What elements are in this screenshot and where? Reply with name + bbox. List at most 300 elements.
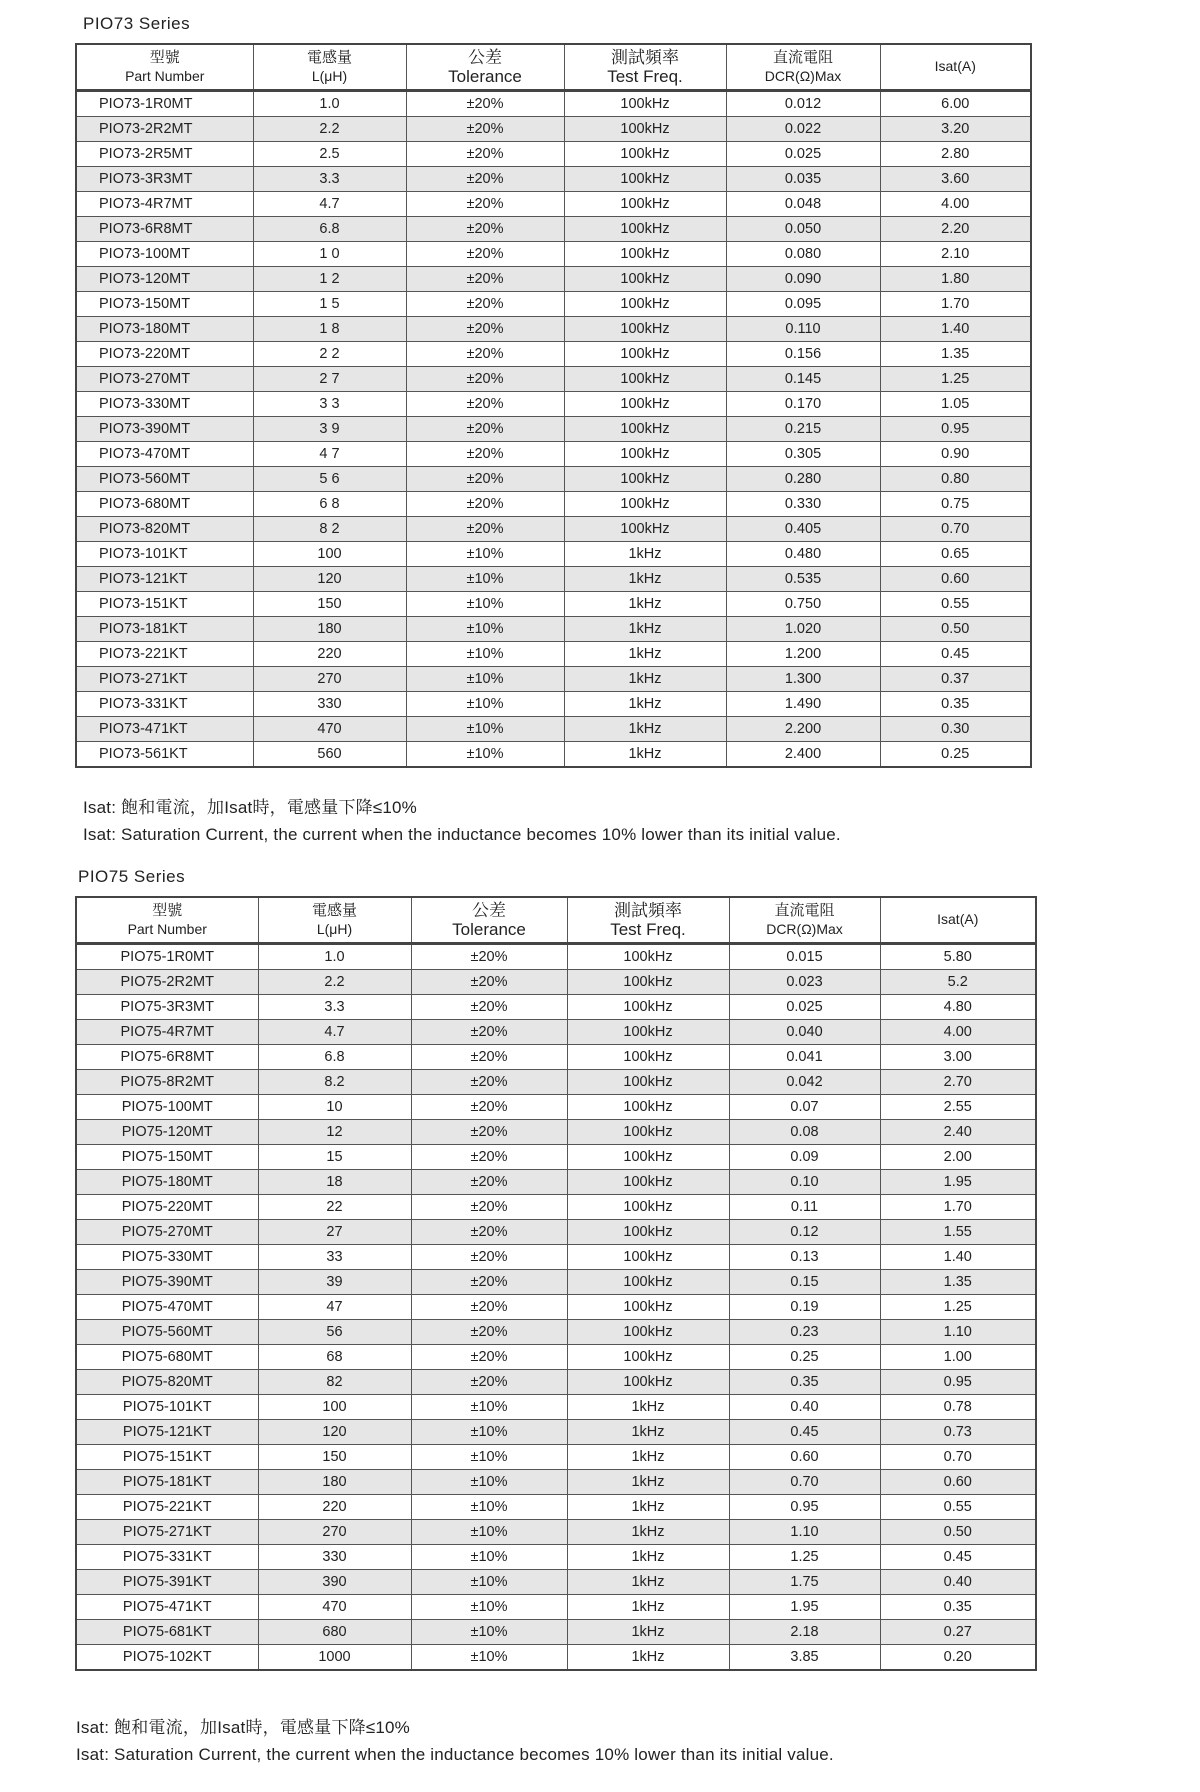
isat-cell: 2.10 [880,241,1031,266]
part-number-cell: PIO73-561KT [76,741,253,767]
table-row [76,1319,1036,1344]
part-number-cell: PIO75-6R8MT [76,1044,258,1069]
isat-cell: 1.05 [880,391,1031,416]
tolerance-cell: ±20% [411,943,567,969]
part-number-cell: PIO75-102KT [76,1644,258,1670]
part-number-cell: PIO75-121KT [76,1419,258,1444]
isat-header: Isat(A) [880,44,1031,90]
inductance-cell: 2.5 [253,141,406,166]
tolerance-cell: ±20% [411,1269,567,1294]
dcr-cell: 0.280 [726,466,880,491]
table-row [76,1344,1036,1369]
dcr-cell: 0.10 [729,1169,880,1194]
part-number-cell: PIO73-1R0MT [76,90,253,116]
test-freq-cell: 100kHz [567,1044,729,1069]
tolerance-cell: ±10% [411,1419,567,1444]
table-row [76,1069,1036,1094]
inductance-cell: 100 [258,1394,411,1419]
tolerance-cell: ±20% [411,1219,567,1244]
inductance-cell: 2 7 [253,366,406,391]
table-row [76,591,1031,616]
dcr-cell: 0.023 [729,969,880,994]
dcr-cell: 0.70 [729,1469,880,1494]
tolerance-cell: ±20% [406,241,564,266]
isat-cell: 5.2 [880,969,1036,994]
table-row [76,1269,1036,1294]
tolerance-cell: ±20% [406,466,564,491]
part-number-cell: PIO75-1R0MT [76,943,258,969]
pio75-spec-table [75,896,1037,1671]
inductance-cell: 10 [258,1094,411,1119]
tolerance-cell: ±20% [406,191,564,216]
inductance-cell: 1 5 [253,291,406,316]
table-row [76,141,1031,166]
test-freq-cell: 100kHz [567,1069,729,1094]
table-row [76,341,1031,366]
inductance-cell: 1000 [258,1644,411,1670]
inductance-cell: 12 [258,1119,411,1144]
table-row [76,994,1036,1019]
table-row [76,1244,1036,1269]
dcr-cell: 0.95 [729,1494,880,1519]
tolerance-cell: ±20% [406,366,564,391]
part-number-cell: PIO73-100MT [76,241,253,266]
isat-cell: 1.70 [880,1194,1036,1219]
isat-cell: 0.45 [880,641,1031,666]
dcr-cell: 0.012 [726,90,880,116]
table-row [76,1594,1036,1619]
test-freq-cell: 100kHz [564,366,726,391]
dcr-cell: 1.200 [726,641,880,666]
part-number-cell: PIO73-181KT [76,616,253,641]
tolerance-cell: ±20% [406,90,564,116]
test-freq-cell: 1kHz [567,1644,729,1670]
tolerance-cell: ±20% [411,1294,567,1319]
pio73-spec-table [75,43,1032,768]
test-freq-cell: 1kHz [564,641,726,666]
part-number-cell: PIO75-4R7MT [76,1019,258,1044]
tolerance-cell: ±10% [411,1494,567,1519]
tolerance-cell: ±20% [411,1194,567,1219]
tolerance-cell: ±20% [406,416,564,441]
isat-cell: 0.45 [880,1544,1036,1569]
dcr-cell: 0.40 [729,1394,880,1419]
isat-cell: 0.55 [880,591,1031,616]
pio75-isat-note-cn: Isat: 飽和電流，加Isat時，電感量下降≤10% [76,1718,411,1737]
tolerance-header: 公差 Tolerance [411,897,567,943]
test-freq-header: 測試頻率 Test Freq. [564,44,726,90]
inductance-cell: 330 [253,691,406,716]
tolerance-cell: ±20% [411,1069,567,1094]
dcr-cell: 0.050 [726,216,880,241]
dcr-cell: 0.035 [726,166,880,191]
tolerance-cell: ±20% [411,1019,567,1044]
inductance-cell: 470 [253,716,406,741]
table-row [76,1294,1036,1319]
part-number-cell: PIO75-331KT [76,1544,258,1569]
inductance-cell: 18 [258,1169,411,1194]
isat-cell: 0.80 [880,466,1031,491]
tolerance-cell: ±20% [406,491,564,516]
dcr-cell: 0.60 [729,1444,880,1469]
dcr-cell: 0.330 [726,491,880,516]
table-row [76,943,1036,969]
isat-cell: 0.27 [880,1619,1036,1644]
test-freq-cell: 100kHz [567,1119,729,1144]
part-number-cell: PIO73-470MT [76,441,253,466]
inductance-cell: 33 [258,1244,411,1269]
isat-cell: 4.00 [880,191,1031,216]
isat-cell: 1.35 [880,1269,1036,1294]
tolerance-cell: ±20% [411,1144,567,1169]
inductance-cell: 47 [258,1294,411,1319]
table-row [76,1144,1036,1169]
inductance-cell: 680 [258,1619,411,1644]
inductance-cell: 120 [258,1419,411,1444]
tolerance-cell: ±20% [406,516,564,541]
isat-cell: 1.40 [880,316,1031,341]
inductance-cell: 6 8 [253,491,406,516]
isat-cell: 1.40 [880,1244,1036,1269]
table-row [76,1569,1036,1594]
isat-cell: 2.40 [880,1119,1036,1144]
isat-cell: 1.25 [880,1294,1036,1319]
dcr-cell: 2.18 [729,1619,880,1644]
test-freq-cell: 1kHz [567,1394,729,1419]
part-number-cell: PIO75-681KT [76,1619,258,1644]
part-number-cell: PIO73-150MT [76,291,253,316]
pio73-isat-note-en: Isat: Saturation Current, the current when the inductance becomes 10% lower than its initial value. [83,825,841,844]
dcr-cell: 0.040 [729,1019,880,1044]
isat-cell: 1.80 [880,266,1031,291]
table-row [76,969,1036,994]
dcr-cell: 0.12 [729,1219,880,1244]
tolerance-cell: ±20% [411,1044,567,1069]
dcr-cell: 0.15 [729,1269,880,1294]
isat-cell: 3.20 [880,116,1031,141]
tolerance-cell: ±10% [411,1394,567,1419]
tolerance-cell: ±10% [406,716,564,741]
tolerance-cell: ±10% [411,1469,567,1494]
test-freq-cell: 100kHz [567,1369,729,1394]
pio75-series-title: PIO75 Series [78,867,186,886]
isat-cell: 2.20 [880,216,1031,241]
test-freq-cell: 100kHz [567,1294,729,1319]
table-row [76,1394,1036,1419]
isat-cell: 0.60 [880,566,1031,591]
table-row [76,466,1031,491]
dcr-cell: 0.405 [726,516,880,541]
dcr-cell: 0.07 [729,1094,880,1119]
inductance-cell: 180 [253,616,406,641]
inductance-cell: 220 [258,1494,411,1519]
inductance-cell: 1.0 [258,943,411,969]
tolerance-cell: ±20% [406,291,564,316]
table-row [76,691,1031,716]
test-freq-cell: 100kHz [567,1219,729,1244]
dcr-cell: 0.13 [729,1244,880,1269]
table-row [76,491,1031,516]
dcr-cell: 1.300 [726,666,880,691]
test-freq-cell: 100kHz [564,441,726,466]
part-number-cell: PIO73-4R7MT [76,191,253,216]
inductance-cell: 6.8 [253,216,406,241]
isat-cell: 0.95 [880,416,1031,441]
isat-cell: 1.10 [880,1319,1036,1344]
table-row [76,1419,1036,1444]
test-freq-cell: 1kHz [564,616,726,641]
dcr-cell: 0.215 [726,416,880,441]
isat-cell: 1.95 [880,1169,1036,1194]
tolerance-cell: ±10% [406,616,564,641]
table-row [76,116,1031,141]
tolerance-cell: ±20% [406,391,564,416]
dcr-cell: 0.19 [729,1294,880,1319]
inductance-cell: 220 [253,641,406,666]
test-freq-cell: 100kHz [564,141,726,166]
dcr-cell: 0.25 [729,1344,880,1369]
isat-cell: 0.37 [880,666,1031,691]
test-freq-cell: 1kHz [564,591,726,616]
dcr-cell: 0.535 [726,566,880,591]
test-freq-cell: 100kHz [567,1244,729,1269]
part-number-cell: PIO73-271KT [76,666,253,691]
isat-cell: 0.30 [880,716,1031,741]
part-number-cell: PIO75-471KT [76,1594,258,1619]
tolerance-cell: ±20% [411,1319,567,1344]
part-number-cell: PIO73-270MT [76,366,253,391]
tolerance-cell: ±20% [406,266,564,291]
inductance-cell: 100 [253,541,406,566]
part-number-cell: PIO73-560MT [76,466,253,491]
inductance-cell: 39 [258,1269,411,1294]
dcr-cell: 0.095 [726,291,880,316]
isat-cell: 4.80 [880,994,1036,1019]
inductance-cell: 120 [253,566,406,591]
part-number-cell: PIO75-271KT [76,1519,258,1544]
test-freq-header: 測試頻率 Test Freq. [567,897,729,943]
inductance-cell: 470 [258,1594,411,1619]
part-number-cell: PIO75-8R2MT [76,1069,258,1094]
part-number-cell: PIO73-331KT [76,691,253,716]
test-freq-cell: 100kHz [567,1319,729,1344]
tolerance-cell: ±20% [406,316,564,341]
test-freq-cell: 100kHz [567,943,729,969]
inductance-cell: 22 [258,1194,411,1219]
test-freq-cell: 100kHz [567,1194,729,1219]
dcr-cell: 0.145 [726,366,880,391]
table-row [76,1619,1036,1644]
tolerance-cell: ±10% [406,741,564,767]
isat-cell: 0.73 [880,1419,1036,1444]
isat-cell: 0.60 [880,1469,1036,1494]
dcr-cell: 0.35 [729,1369,880,1394]
table-row [76,1119,1036,1144]
pio75-isat-note-en: Isat: Saturation Current, the current when the inductance becomes 10% lower than its initial value. [76,1745,834,1764]
tolerance-cell: ±10% [411,1544,567,1569]
tolerance-cell: ±10% [411,1619,567,1644]
table-row [76,1519,1036,1544]
table-row [76,616,1031,641]
dcr-cell: 0.048 [726,191,880,216]
isat-cell: 0.50 [880,1519,1036,1544]
inductance-cell: 180 [258,1469,411,1494]
dcr-cell: 2.200 [726,716,880,741]
test-freq-cell: 100kHz [567,1019,729,1044]
tolerance-cell: ±20% [406,141,564,166]
part-number-cell: PIO73-2R2MT [76,116,253,141]
table-row [76,741,1031,767]
part-number-cell: PIO73-220MT [76,341,253,366]
test-freq-cell: 1kHz [567,1544,729,1569]
inductance-cell: 4 7 [253,441,406,466]
tolerance-cell: ±20% [406,216,564,241]
inductance-cell: 1 2 [253,266,406,291]
inductance-header: 電感量 L(μH) [258,897,411,943]
inductance-cell: 3 3 [253,391,406,416]
table-row [76,1019,1036,1044]
table-header-row [76,44,1031,90]
table-row [76,1194,1036,1219]
tolerance-cell: ±10% [411,1569,567,1594]
isat-cell: 1.25 [880,366,1031,391]
tolerance-header: 公差 Tolerance [406,44,564,90]
test-freq-cell: 1kHz [567,1519,729,1544]
inductance-cell: 8 2 [253,516,406,541]
tolerance-cell: ±20% [406,116,564,141]
dcr-cell: 0.015 [729,943,880,969]
inductance-cell: 3 9 [253,416,406,441]
dcr-cell: 0.750 [726,591,880,616]
isat-cell: 0.78 [880,1394,1036,1419]
inductance-cell: 150 [258,1444,411,1469]
table-header-row [76,897,1036,943]
isat-header: Isat(A) [880,897,1036,943]
part-number-cell: PIO75-150MT [76,1144,258,1169]
part-number-cell: PIO73-101KT [76,541,253,566]
inductance-cell: 3.3 [253,166,406,191]
dcr-header: 直流電阻 DCR(Ω)Max [726,44,880,90]
table-row [76,1219,1036,1244]
inductance-cell: 560 [253,741,406,767]
pio73-series-title: PIO73 Series [83,14,191,33]
dcr-cell: 1.490 [726,691,880,716]
table-row [76,1044,1036,1069]
inductance-header: 電感量 L(μH) [253,44,406,90]
part-number-cell: PIO75-820MT [76,1369,258,1394]
test-freq-cell: 100kHz [564,316,726,341]
test-freq-cell: 1kHz [567,1419,729,1444]
dcr-cell: 1.25 [729,1544,880,1569]
dcr-cell: 0.025 [729,994,880,1019]
inductance-cell: 2.2 [253,116,406,141]
part-number-cell: PIO75-120MT [76,1119,258,1144]
part-number-cell: PIO75-470MT [76,1294,258,1319]
isat-cell: 1.55 [880,1219,1036,1244]
part-number-cell: PIO75-101KT [76,1394,258,1419]
table-row [76,1644,1036,1670]
part-number-cell: PIO73-120MT [76,266,253,291]
isat-cell: 0.25 [880,741,1031,767]
dcr-cell: 0.480 [726,541,880,566]
test-freq-cell: 100kHz [567,1344,729,1369]
part-number-cell: PIO73-330MT [76,391,253,416]
table-row [76,266,1031,291]
isat-cell: 2.00 [880,1144,1036,1169]
isat-cell: 0.70 [880,516,1031,541]
part-number-cell: PIO73-6R8MT [76,216,253,241]
dcr-cell: 0.025 [726,141,880,166]
dcr-cell: 0.170 [726,391,880,416]
isat-cell: 0.65 [880,541,1031,566]
tolerance-cell: ±10% [411,1644,567,1670]
table-row [76,1169,1036,1194]
isat-cell: 1.35 [880,341,1031,366]
isat-cell: 2.70 [880,1069,1036,1094]
isat-cell: 2.80 [880,141,1031,166]
isat-cell: 0.95 [880,1369,1036,1394]
pio73-table-body [76,90,1031,767]
part-number-cell: PIO75-151KT [76,1444,258,1469]
dcr-cell: 1.75 [729,1569,880,1594]
inductance-cell: 4.7 [253,191,406,216]
test-freq-cell: 1kHz [567,1469,729,1494]
table-row [76,241,1031,266]
test-freq-cell: 1kHz [567,1569,729,1594]
test-freq-cell: 100kHz [564,241,726,266]
test-freq-cell: 100kHz [564,116,726,141]
part-number-cell: PIO73-390MT [76,416,253,441]
table-row [76,366,1031,391]
test-freq-cell: 1kHz [564,691,726,716]
isat-cell: 0.90 [880,441,1031,466]
inductance-cell: 1 8 [253,316,406,341]
dcr-cell: 0.080 [726,241,880,266]
test-freq-cell: 1kHz [567,1619,729,1644]
test-freq-cell: 100kHz [564,266,726,291]
pio73-isat-note-cn: Isat: 飽和電流，加Isat時，電感量下降≤10% [83,798,418,817]
table-row [76,566,1031,591]
part-number-cell: PIO75-180MT [76,1169,258,1194]
part-number-cell: PIO73-471KT [76,716,253,741]
isat-cell: 0.50 [880,616,1031,641]
test-freq-cell: 100kHz [567,1169,729,1194]
test-freq-cell: 100kHz [567,1144,729,1169]
part-number-cell: PIO75-270MT [76,1219,258,1244]
isat-cell: 0.70 [880,1444,1036,1469]
test-freq-cell: 100kHz [567,969,729,994]
inductance-cell: 390 [258,1569,411,1594]
dcr-cell: 0.156 [726,341,880,366]
inductance-cell: 4.7 [258,1019,411,1044]
dcr-cell: 0.08 [729,1119,880,1144]
dcr-cell: 0.23 [729,1319,880,1344]
test-freq-cell: 1kHz [564,716,726,741]
test-freq-cell: 100kHz [564,416,726,441]
isat-cell: 0.40 [880,1569,1036,1594]
table-row [76,716,1031,741]
tolerance-cell: ±20% [411,1369,567,1394]
inductance-cell: 82 [258,1369,411,1394]
table-row [76,1444,1036,1469]
tolerance-cell: ±20% [411,1094,567,1119]
dcr-cell: 0.305 [726,441,880,466]
inductance-cell: 1 0 [253,241,406,266]
test-freq-cell: 100kHz [564,191,726,216]
test-freq-cell: 100kHz [567,994,729,1019]
part-number-cell: PIO73-680MT [76,491,253,516]
inductance-cell: 5 6 [253,466,406,491]
